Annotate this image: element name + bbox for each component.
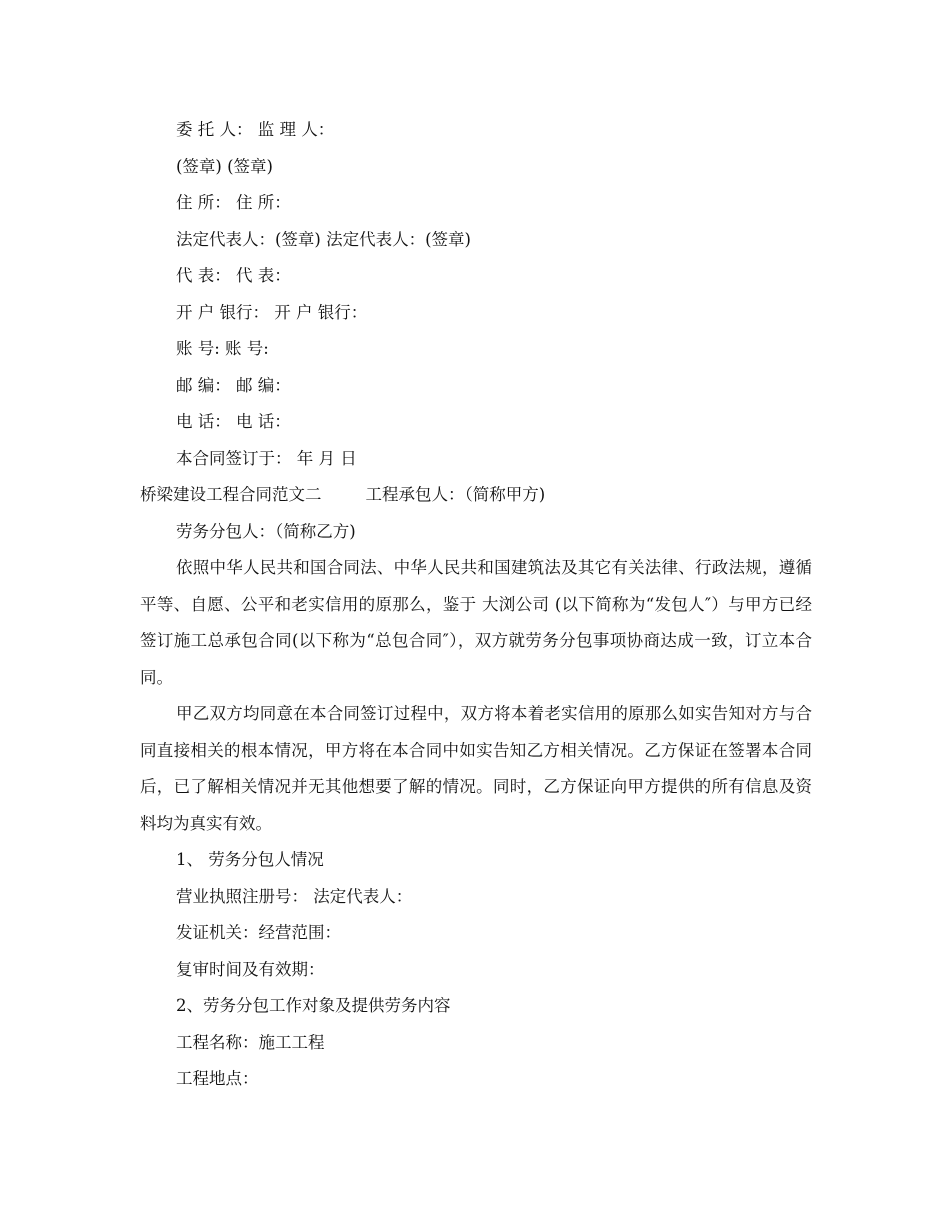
signature-address-line: 住 所： 住 所： (176, 193, 291, 212)
signature-postcode-line: 邮 编： 邮 编： (176, 375, 291, 395)
signature-legal-rep-line: 法定代表人：(签章) 法定代表人：(签章) (176, 229, 471, 249)
contractor-label: 工程承包人：（简称甲方) (365, 485, 546, 504)
license-line: 营业执照注册号： 法定代表人： (176, 886, 413, 906)
section-title: 桥梁建设工程合同范文二 (140, 485, 322, 504)
project-location-line: 工程地点： (176, 1069, 259, 1088)
signature-account-line: 账 号: 账 号: (176, 339, 269, 358)
signature-representative-line: 代 表： 代 表： (176, 266, 291, 285)
authority-line: 发证机关：经营范围： (176, 923, 341, 942)
signature-parties-line: 委 托 人： 监 理 人： (176, 120, 335, 139)
signature-bank-line: 开 户 银行： 开 户 银行： (176, 302, 368, 322)
section-title-line (140, 477, 812, 514)
review-line: 复审时间及有效期： (176, 959, 325, 979)
signing-date-line: 本合同签订于： 年 月 日 (176, 448, 357, 468)
paragraph-legal-basis: 依照中华人民共和国合同法、中华人民共和国建筑法及其它有关法律、行政法规，遵循平等、自愿、公平和老实信用的原那么，鉴于 大浏公司 (以下简称为“发包人″）与甲方已经签订施工总承包合同(以下称为“总包合同″），双方就劳务分包事项协商达成一致，订立本合同。 (140, 558, 812, 687)
subcontractor-line: 劳务分包人：（简称乙方) (176, 521, 356, 541)
signature-seals-line: (签章) (签章) (176, 156, 273, 176)
paragraph-good-faith: 甲乙双方均同意在本合同签订过程中，双方将本着老实信用的原那么如实告知对方与合同直接相关的根本情况，甲方将在本合同中如实告知乙方相关情况。乙方保证在签署本合同后，已了解相关情况并无其他想要了解的情况。同时，乙方保证向甲方提供的所有信息及资料均为真实有效。 (140, 704, 812, 833)
item1-heading: 1、 劳务分包人情况 (176, 850, 324, 869)
project-name-line: 工程名称：施工工程 (176, 1032, 325, 1052)
item2-heading: 2、劳务分包工作对象及提供劳务内容 (176, 996, 451, 1015)
signature-phone-line: 电 话： 电 话： (176, 412, 291, 431)
document-body (140, 112, 812, 1098)
